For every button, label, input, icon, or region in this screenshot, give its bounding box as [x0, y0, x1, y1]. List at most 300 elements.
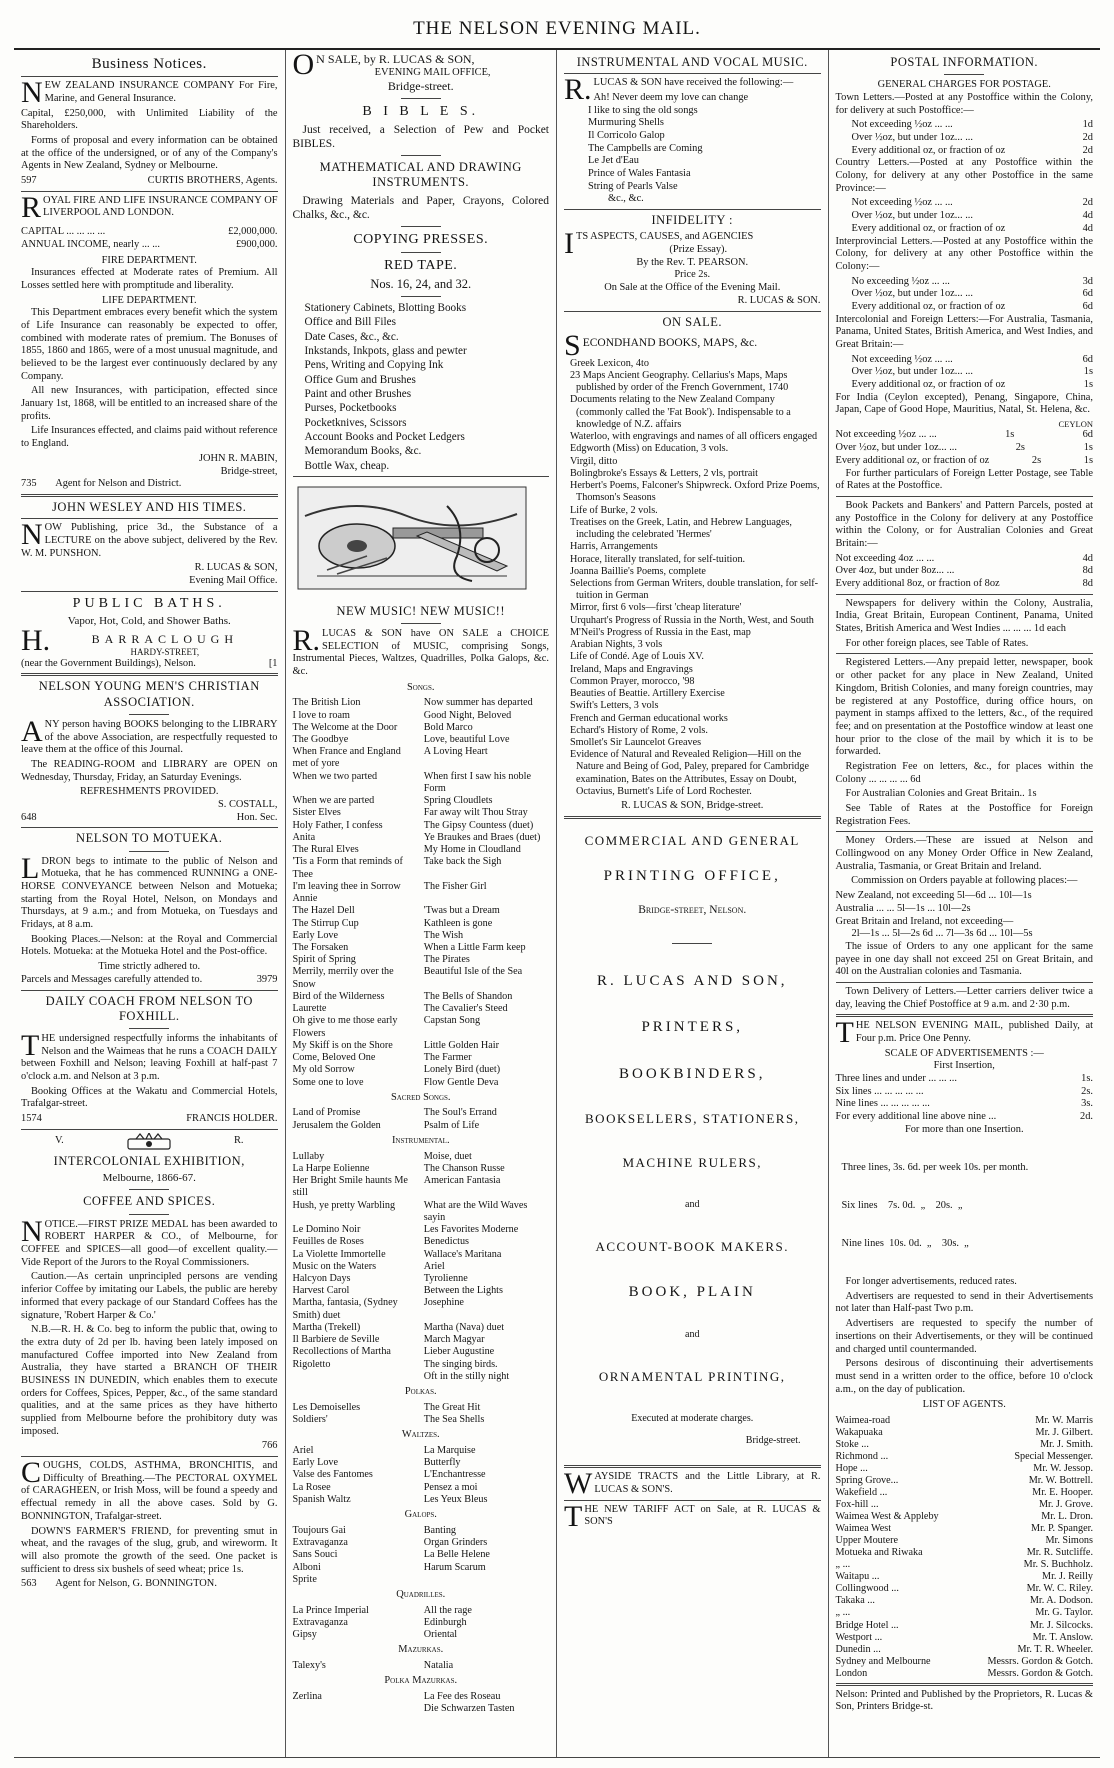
- divider: [21, 76, 278, 77]
- rate-row: [836, 442, 1094, 455]
- list-item: Love, beautiful Love: [423, 734, 510, 745]
- ad-text: Forms of proposal and every information can be obtained at the office of the undersigned, or of any of the Company's Agents in New Zealand, Sydney or Melbourne.: [21, 135, 278, 172]
- agent-row: [836, 1607, 1094, 1619]
- list-item: Office Gum and Brushes: [304, 373, 416, 386]
- list-item: Extravaganza: [292, 1616, 348, 1628]
- rate-label: Over ½oz, but under 1oz... ...: [851, 132, 973, 143]
- ad-text: The READING-ROOM and LIBRARY are OPEN on Wednesday, Thursday, Friday, an Saturday Evenings.: [21, 758, 278, 783]
- list-item: Les Yeux Bleus: [423, 1493, 488, 1505]
- divider: [21, 518, 278, 519]
- ad-subtitle: Bridge-street.: [387, 79, 454, 94]
- capital-value: £2,000,000.: [228, 226, 278, 238]
- list-item: Paint and other Brushes: [304, 387, 412, 400]
- exhibition-subtitle: Melbourne, 1866-67.: [102, 1172, 196, 1185]
- ad-signer: FRANCIS HOLDER.: [186, 1113, 278, 1125]
- list-item: Herbert's Poems, Falconer's Shipwreck. Oxford Prize Poems, Thomson's Seasons: [570, 480, 820, 504]
- section-title: Business Notices.: [91, 56, 207, 72]
- rate-row: [852, 276, 1094, 289]
- agent-name: Mr. P. Spanger.: [1031, 1523, 1093, 1535]
- list-item: 'Tis a Form that reminds of Thee: [292, 856, 403, 880]
- list-item: Lieber Augustine: [423, 1346, 495, 1358]
- packets-rates: [836, 553, 1094, 591]
- list-item: Come, Beloved One: [292, 1052, 376, 1064]
- exhibition-title: INTERCOLONIAL EXHIBITION,: [53, 1153, 245, 1168]
- list-item: Organ Grinders: [423, 1537, 488, 1549]
- tariff-ad: [564, 1499, 821, 1533]
- divider: [401, 296, 441, 297]
- list-item: Early Love: [292, 929, 339, 941]
- rate-row: [836, 1086, 1094, 1099]
- ad-subtitle: EVENING MAIL OFFICE,: [374, 66, 491, 78]
- rate-value: 1s: [1005, 429, 1015, 441]
- rate-row: [852, 223, 1094, 236]
- rate-value: 2d: [1082, 144, 1093, 156]
- rate-label: Every additional 8oz, or fraction of 8oz: [835, 578, 1000, 590]
- list-item: Psalm of Life: [423, 1119, 480, 1131]
- columns: [14, 50, 1100, 1758]
- divider: [21, 990, 278, 991]
- list-item: Butterfly: [423, 1457, 461, 1469]
- rate-row: [836, 1111, 1094, 1124]
- list-item: Tyrolienne: [423, 1272, 468, 1284]
- rate-value: 1s: [1083, 442, 1093, 454]
- list-item: Alboni: [292, 1561, 321, 1573]
- polkas-list: [293, 1402, 550, 1426]
- dropcap: T: [564, 1499, 583, 1533]
- agent-place: Wakefield ...: [835, 1487, 888, 1499]
- dropcap: S: [564, 328, 581, 362]
- rate-value: 4d: [1082, 222, 1093, 234]
- list-item: The Farmer: [423, 1052, 472, 1064]
- rate-value: 1s.: [1081, 1073, 1093, 1085]
- waltzes-head: Waltzes.: [401, 1429, 440, 1441]
- dropcap: R.: [292, 623, 321, 657]
- agent-row: [836, 1427, 1094, 1439]
- postal-mark: CEYLON: [1058, 419, 1093, 430]
- ad-headline: OYAL FIRE AND LIFE INSURANCE COMPANY OF LIVERPOOL AND LONDON.: [43, 194, 278, 219]
- list-item: All the rage: [423, 1604, 472, 1616]
- list-item: Toujours Gai: [292, 1524, 346, 1536]
- ad-number: 597: [21, 175, 37, 187]
- list-item: The Forsaken: [292, 941, 349, 953]
- printing-line: Executed at moderate charges.: [631, 1413, 754, 1425]
- rate-value: 4d: [1082, 210, 1093, 222]
- divider: [21, 1129, 278, 1130]
- list-item: Zerlina: [292, 1690, 322, 1702]
- dropcap: W: [564, 1467, 593, 1501]
- list-item: Spanish Waltz: [292, 1493, 351, 1505]
- agent-name: Mr. J. Smith.: [1040, 1439, 1093, 1451]
- list-item: Greek Lexicon, 4to: [570, 357, 649, 369]
- rate-label: Every additional oz, or fraction of oz: [851, 222, 1006, 234]
- rate-row: Great Britain and Ireland, not exceeding—: [835, 915, 1014, 927]
- polkamaz-head: Polka Mazurkas.: [384, 1675, 458, 1687]
- printing-line: MACHINE RULERS,: [622, 1154, 762, 1170]
- rate-row: New Zealand, not exceeding 5l—6d ... 10l—1s: [835, 890, 1032, 902]
- list-item: Swift's Letters, 3 vols: [570, 700, 659, 712]
- divider: [401, 226, 441, 227]
- postal-general: GENERAL CHARGES FOR POSTAGE.: [877, 79, 1051, 91]
- list-item: Selections from German Writers, double translation, for self-tuition in German: [570, 577, 819, 602]
- divider: [836, 831, 1094, 832]
- printing-line: Bridge-street.: [745, 1435, 801, 1447]
- lucas-sale-ad: [293, 52, 550, 94]
- country-rates: [836, 197, 1094, 235]
- list-item: Her Bright Smile haunts Me still: [292, 1175, 408, 1199]
- agent-place: Richmond ...: [835, 1451, 889, 1463]
- rate-label: Over 4oz, but under 8oz... ...: [835, 565, 955, 577]
- ad-title: DAILY COACH FROM NELSON TO FOXHILL.: [45, 993, 253, 1023]
- polka-mazurkas-list: [293, 1691, 550, 1715]
- ad-text: OUGHS, COLDS, ASTHMA, BRONCHITIS, and Difficulty of Breathing.—The PECTORAL OXYMEL of CARAGHEEN, or Irish Moss, will be found a speedy and effectual remedy in all the above cases. Sold by G. BONNINGTON, Trafalgar-street.: [21, 1460, 278, 1522]
- agent-row: [836, 1559, 1094, 1571]
- agent-place: Fox-hill ...: [835, 1499, 879, 1511]
- rate-row: [836, 578, 1094, 591]
- ad-text: Advertisers are requested to send in their Advertisements not later than Half-past Two p.m.: [835, 1290, 1093, 1315]
- postal-text: See Table of Rates at the Postoffice for Foreign Registration Fees.: [835, 803, 1093, 827]
- agent-row: [836, 1595, 1094, 1607]
- list-item: Feuilles de Roses: [292, 1236, 364, 1248]
- ad-text: For longer advertisements, reduced rates.: [845, 1276, 1017, 1288]
- list-item: My old Sorrow: [292, 1064, 355, 1076]
- commission-rates: [836, 890, 1094, 941]
- india-rates: [836, 429, 1094, 467]
- ad-signer: Agent for Nelson, G. BONNINGTON.: [55, 1578, 217, 1590]
- instrumental-list: [293, 1151, 550, 1383]
- ad-signer: S. COSTALL,: [218, 799, 278, 810]
- agents-list: [836, 1415, 1094, 1680]
- postal-text: Money Orders.—These are issued at Nelson and Collingwood on any Money Order Office in New Zealand, Australia, Tasmania, or Great Britain and Ireland.: [835, 835, 1093, 872]
- list-item: Il Barbiere de Seville: [292, 1334, 380, 1346]
- agent-place: Waimea West & Appleby: [835, 1511, 939, 1523]
- agent-row: [836, 1620, 1094, 1632]
- list-item: [293, 1371, 418, 1383]
- list-item: La Rosee: [292, 1481, 331, 1493]
- ad-headline: TS ASPECTS, CAUSES, and AGENCIES: [576, 231, 754, 243]
- printing-line: ACCOUNT-BOOK MAKERS.: [595, 1238, 789, 1254]
- mail-rates: [836, 1073, 1094, 1124]
- galops-list: [293, 1525, 550, 1586]
- postal-text: For India (Ceylon excepted), Penang, Singapore, China, Japan, Cape of Good Hope, Mauritius, Natal, St. Helena, &c.: [835, 391, 1093, 416]
- agent-place: „ ...: [835, 1559, 851, 1571]
- rate-label: Every additional oz, or fraction of oz: [835, 454, 990, 466]
- rate-label: Not exceeding 4oz ... ...: [835, 552, 935, 564]
- ad-number: 1574: [21, 1113, 42, 1125]
- list-item: The Cavalier's Steed: [423, 1003, 508, 1015]
- rate-value: 2s: [1031, 454, 1042, 466]
- ad-title: COFFEE AND SPICES.: [83, 1194, 216, 1209]
- interprovincial-rates: [836, 276, 1094, 314]
- infidelity-ad: [564, 213, 821, 307]
- list-item: When France and England met of yore: [292, 746, 401, 770]
- list-item: Benedictus: [423, 1236, 470, 1248]
- list-item: Kathleen is gone: [423, 917, 493, 929]
- divider: [129, 851, 169, 852]
- ad-price: Price 2s.: [674, 269, 711, 281]
- dropcap: I: [564, 227, 574, 261]
- intercolonial-rates: [836, 354, 1094, 392]
- divider: [129, 1214, 169, 1215]
- rate-row: [836, 1098, 1094, 1111]
- divider: [836, 496, 1094, 497]
- postal-text: For other foreign places, see Table of Rates.: [845, 637, 1029, 649]
- printing-line: PRINTING OFFICE,: [603, 867, 781, 884]
- list-item: Little Golden Hair: [423, 1039, 500, 1051]
- rate-value: 8d: [1082, 565, 1093, 577]
- list-item: Les Demoiselles: [292, 1401, 361, 1413]
- list-item: Hush, ye pretty Warbling: [292, 1199, 396, 1211]
- list-item: French and German educational works: [570, 712, 728, 724]
- rate-value: 1s: [1083, 454, 1093, 466]
- rate-row: [836, 553, 1094, 566]
- list-item: The Hazel Dell: [292, 905, 355, 917]
- printing-line: COMMERCIAL AND GENERAL: [584, 832, 800, 848]
- postal-text: Town Delivery of Letters.—Letter carriers deliver twice a day, leaving the Chief Postoffice at 9 a.m. and 2·30 p.m.: [835, 985, 1093, 1010]
- postal-text: Book Packets and Bankers' and Pattern Parcels, posted at any Postoffice in the Colony for delivery at any Postoffice within the Colony, or for Australian Colonies and Great Britain:—: [835, 499, 1093, 549]
- rate-row: [836, 1073, 1094, 1086]
- printing-line: BOOKSELLERS, STATIONERS,: [585, 1110, 800, 1126]
- rate-label: Over ½oz, but under 1oz... ...: [851, 366, 973, 378]
- rate-row: [852, 132, 1094, 145]
- divider: [401, 623, 441, 624]
- divider: [401, 252, 441, 253]
- imprint: Nelson: Printed and Published by the Proprietors, R. Lucas & Son, Printers Bridge-st.: [835, 1688, 1093, 1713]
- dropcap: T: [21, 1029, 40, 1062]
- nz-insurance-ad: [21, 76, 278, 188]
- list-item: Martha (Nava) duet: [423, 1321, 505, 1333]
- royal-crest-icon: [126, 1133, 172, 1151]
- ad-text: All new Insurances, with participation, effected since January 1st, 1868, will be entitled to an increased share of the profits.: [21, 385, 278, 422]
- divider: [564, 311, 821, 312]
- list-item: American Fantasia: [423, 1175, 501, 1187]
- ad-text: First Insertion,: [933, 1060, 995, 1072]
- dropcap: T: [835, 1016, 854, 1050]
- list-item: The Chanson Russe: [423, 1162, 505, 1174]
- printing-line: and: [685, 1329, 700, 1340]
- divider: [836, 594, 1094, 595]
- list-item: A Loving Heart: [423, 746, 488, 758]
- music-intro: [292, 623, 550, 679]
- divider: [401, 98, 441, 99]
- list-item: When we two parted: [292, 770, 378, 782]
- agent-row: [836, 1583, 1094, 1595]
- mazurkas-list: [293, 1660, 550, 1672]
- rate-label: Over ½oz, but under 1oz... ...: [851, 210, 973, 222]
- rate-row: Nine lines 10s. 0d. „ 30s. „: [841, 1238, 969, 1250]
- divider: [836, 1683, 1094, 1686]
- ad-number: 735: [21, 478, 37, 490]
- list-item: Pocketknives, Scissors: [304, 416, 407, 429]
- list-item: Pensez a moi: [423, 1481, 478, 1493]
- music-title: NEW MUSIC! NEW MUSIC!!: [336, 603, 506, 618]
- rate-row: 2l—1s ... 5l—2s 6d ... 7l—3s 6d ... 10l—5s: [851, 928, 1033, 940]
- ad-text: On Sale at the Office of the Evening Mail.: [604, 282, 781, 294]
- ad-text: HE NELSON EVENING MAIL, published Daily, at Four p.m. Price One Penny.: [855, 1020, 1093, 1045]
- agents-title: LIST OF AGENTS.: [922, 1399, 1006, 1411]
- ad-signer: R. LUCAS & SON, Bridge-street.: [621, 800, 764, 812]
- agent-row: [836, 1535, 1094, 1547]
- rate-row: [836, 455, 1094, 468]
- list-item: Les Favorites Moderne: [423, 1224, 519, 1236]
- list-item: La Belle Helene: [423, 1549, 490, 1561]
- divider: [401, 155, 441, 156]
- list-item: Recollections of Martha: [292, 1346, 391, 1358]
- rate-value: 3s.: [1081, 1098, 1093, 1110]
- list-item: I'm leaving thee in Sorrow Annie: [292, 880, 401, 905]
- list-item: Spirit of Spring: [292, 954, 356, 966]
- ad-author: By the Rev. T. PEARSON.: [636, 256, 749, 268]
- agent-row: [836, 1571, 1094, 1583]
- dropcap: N: [21, 1214, 43, 1248]
- postal-text: Registered Letters.—Any prepaid letter, newspaper, book or other packet for any place in New Zealand, United Kingdom, British Colonies, and many foreign countries, may be registered at any Postoffice, during office hours, on payment in stamps affixed to the letters, &c., of the required fee; and on presentation at the Postoffice window at least one hour prior to the close of the mail by which it is to be forwarded.: [835, 657, 1093, 758]
- mazurkas-head: Mazurkas.: [398, 1644, 444, 1656]
- rate-label: Not exceeding ½oz ... ...: [835, 429, 937, 441]
- list-item: My Skiff is on the Shore: [292, 1039, 393, 1051]
- rate-row: Six lines 7s. 0d. „ 20s. „: [841, 1199, 963, 1211]
- list-item: Sprite: [292, 1573, 317, 1585]
- agent-name: Mr. Simons: [1045, 1535, 1093, 1547]
- agent-row: [836, 1499, 1094, 1511]
- agent-name: Special Messenger.: [1014, 1451, 1093, 1463]
- agent-row: [836, 1487, 1094, 1499]
- ad-headline: EW ZEALAND INSURANCE COMPANY For Fire, Marine, and General Insurance.: [44, 80, 278, 104]
- rate-row: [852, 301, 1094, 314]
- list-item: The Gipsy Countess (duet): [423, 819, 534, 831]
- agent-place: Waimea-road: [835, 1414, 891, 1426]
- rate-label: Over ½oz, but under 1oz... ...: [835, 442, 957, 454]
- rate-label: Every additional oz, or fraction of oz: [851, 144, 1006, 156]
- songs-head: Songs.: [407, 681, 435, 693]
- ad-title: PUBLIC BATHS.: [72, 595, 226, 611]
- rate-row: [836, 429, 1094, 442]
- income-value: £900,000.: [235, 238, 278, 250]
- dropcap: A: [21, 714, 43, 748]
- ad-title: INFIDELITY :: [651, 213, 734, 228]
- column-1: [14, 50, 286, 1757]
- ad-text: AYSIDE TRACTS and the Little Library, at R. LUCAS & SON'S.: [594, 1471, 821, 1496]
- postal-text: Newspapers for delivery within the Colony, Australia, India, Great Britain, European Continent, Panama, United States, British America and West Indies ... ... ... 1d each: [835, 597, 1093, 635]
- ad-text: Capital, £250,000, with Unlimited Liability of the Shareholders.: [21, 107, 278, 132]
- divider: [129, 1028, 169, 1029]
- list-item: Date Cases, &c., &c.: [304, 330, 399, 343]
- divider: [21, 673, 278, 676]
- list-item: Life of Condé. Age of Louis XV.: [570, 651, 704, 663]
- rate-value: 2d: [1082, 197, 1093, 209]
- list-item: Capstan Song: [423, 1015, 481, 1027]
- ad-text: Parcels and Messages carefully attended to.: [21, 973, 203, 985]
- rate-value: 3d: [1082, 275, 1093, 287]
- dropcap: N: [21, 76, 43, 110]
- rate-row: [852, 366, 1094, 379]
- divider: [564, 73, 821, 74]
- rate-value: 2s.: [1081, 1085, 1093, 1097]
- ad-text: Advertisers are requested to specify the number of insertions on their Advertisements, or they will be continued and charged until countermanded.: [835, 1318, 1093, 1355]
- list-item: Le Jet d'Eau: [588, 155, 639, 167]
- list-item: Good Night, Beloved: [423, 709, 512, 721]
- list-item: Oft in the stilly night: [423, 1370, 510, 1382]
- ad-signer-address: Bridge-street,: [220, 465, 278, 477]
- agent-place: Upper Moutere: [835, 1535, 899, 1547]
- rate-row: [852, 119, 1094, 132]
- list-item: Merrily, merrily over the Snow: [292, 966, 394, 990]
- list-item: The Campbells are Coming: [588, 142, 703, 154]
- ad-mark: [1: [268, 657, 278, 669]
- list-item: Spring Cloudlets: [423, 795, 493, 807]
- galops-head: Galops.: [404, 1509, 437, 1521]
- ad-text: Persons desirous of discontinuing their advertisements must send in a written order to the office, before 10 o'clock a.m., on the day of publication.: [835, 1358, 1093, 1395]
- postal-text: Registration Fee on letters, &c., for places within the Colony ... ... ... ... 6d: [835, 760, 1093, 785]
- list-item: Soldiers': [292, 1414, 328, 1426]
- ad-number: 563: [21, 1578, 37, 1590]
- math-text: Drawing Materials and Paper, Crayons, Colored Chalks, &c., &c.: [292, 194, 549, 221]
- agent-row: [836, 1644, 1094, 1656]
- ad-number: 648: [21, 811, 37, 823]
- ad-text: REFRESHMENTS PROVIDED.: [79, 786, 219, 798]
- rate-row: [852, 354, 1094, 367]
- list-item: When first I saw his noble Form: [423, 770, 531, 794]
- rate-label: Not exceeding ½oz ... ...: [851, 353, 953, 365]
- income-label: ANNUAL INCOME, nearly ... ...: [21, 238, 160, 250]
- ad-title: NELSON YOUNG MEN'S CHRISTIAN ASSOCIATION.: [38, 679, 260, 709]
- coach-ad: [21, 994, 278, 1126]
- list-item: The Goodbye: [292, 734, 349, 745]
- agent-row: [836, 1632, 1094, 1644]
- agent-place: Dunedin ...: [835, 1643, 881, 1655]
- list-item: Bold Marco: [423, 721, 473, 733]
- vr-right: R.: [233, 1135, 244, 1147]
- list-item: Beautiful Isle of the Sea: [423, 966, 523, 978]
- vocal-list: [564, 92, 821, 206]
- list-item: Stationery Cabinets, Blotting Books: [304, 301, 467, 314]
- agent-row: [836, 1415, 1094, 1427]
- ad-text: SCALE OF ADVERTISEMENTS :—: [884, 1047, 1044, 1059]
- polkas-head: Polkas.: [404, 1386, 437, 1398]
- postal-text: Intercolonial and Foreign Letters:—For Australia, Tasmania, Panama, United States, British America, and West Indies, and Great Britain:—: [835, 313, 1093, 350]
- list-item: Harris, Arrangements: [570, 541, 658, 553]
- ad-title: ON SALE.: [662, 314, 723, 329]
- ad-text: NY person having BOOKS belonging to the LIBRARY of the above Association, are respectfully requested to leave them at the office of this Journal.: [21, 718, 278, 756]
- divider: [129, 1189, 169, 1190]
- ad-text: OW Publishing, price 3d., the Substance of a LECTURE on the above subject, delivered by the Rev. W. M. PUNSHON.: [21, 522, 278, 559]
- list-item: Valse des Fantomes: [292, 1469, 373, 1481]
- ad-text: OTICE.—FIRST PRIZE MEDAL has been awarded to ROBERT HARPER & CO., of Melbourne, for COFFEE and SPICES—all good—of excellent quality.—Vide Report of the Jurors to the Royal Commissioners.: [21, 1218, 278, 1268]
- list-item: Waterloo, with engravings and names of all officers engaged: [570, 431, 818, 443]
- list-item: 'Twas but a Dream: [423, 905, 500, 917]
- ad-signer-role: Hon. Sec.: [236, 811, 278, 823]
- list-item: Ye Braukes and Braes (duet): [423, 831, 541, 843]
- secondhand-ad: [564, 315, 821, 813]
- list-item: Lullaby: [292, 1150, 325, 1162]
- list-item: Die Schwarzen Tasten: [423, 1703, 515, 1715]
- printing-office-ad: [564, 833, 821, 1448]
- agent-row: [836, 1547, 1094, 1559]
- agent-place: Stoke ...: [835, 1439, 869, 1451]
- agent-place: Takaka ...: [835, 1595, 875, 1607]
- agent-name: Mr. G. Taylor.: [1035, 1607, 1093, 1619]
- rate-row: Australia ... ... 5l—1s ... 10l—2s: [835, 902, 971, 914]
- divider: [21, 494, 278, 497]
- list-item: L'Enchantresse: [423, 1469, 486, 1481]
- list-item: Purses, Pocketbooks: [304, 402, 397, 415]
- list-item: Martha (Trekell): [292, 1321, 361, 1333]
- ad-text: LUCAS & SON have received the following:—: [593, 77, 794, 89]
- rate-label: Six lines ... ... ... ... ...: [835, 1085, 924, 1097]
- list-item: 23 Maps Ancient Geography. Cellarius's Maps, Maps published by order of the French Government, 1740: [570, 369, 789, 394]
- divider: [21, 827, 278, 828]
- list-item: Far away wilt Thou Stray: [423, 807, 528, 819]
- list-item: Evidence of Natural and Revealed Religion—Hill on the Nature and Being of God, Paley, prepared for Cambridge examination, Bates on the Attributes, Essay on Doubt, Octavius, Burnett's Life of Lord Rochester.: [570, 749, 810, 797]
- divider: [293, 476, 550, 477]
